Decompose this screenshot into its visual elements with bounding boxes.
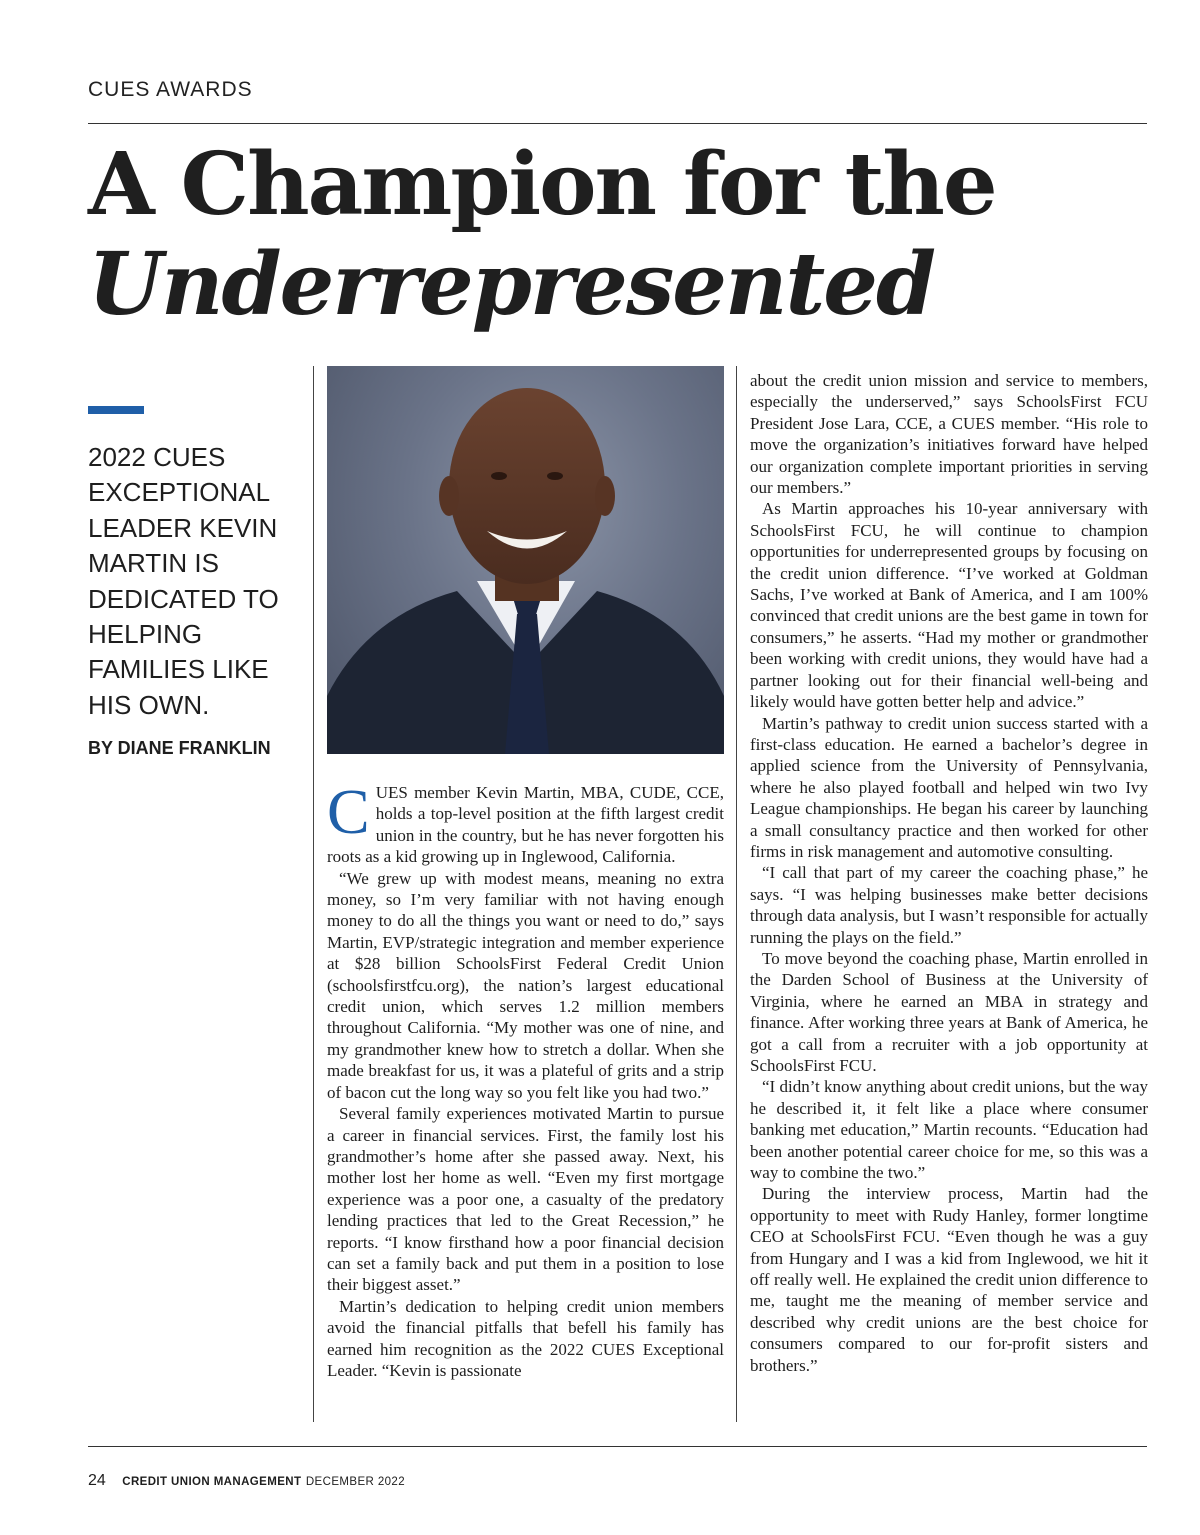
article-paragraph: “We grew up with modest means, meaning no extra money, so I’m very familiar with not having enough money to do all the things you want or need to do,” says Martin, EVP/strategic integration and member experience at $28 billion SchoolsFirst Federal Credit Union (schoolsfirstfcu.org), the nation’s largest educational credit union, which serves 1.2 million members throughout California. “My mother was one of nine, and my grandmother knew how to stretch a dollar. When she made breakfast for us, it was a plateful of grits and a strip of bacon cut the long way so you felt like you had two.”	[327, 868, 724, 1102]
portrait-illustration	[327, 366, 724, 754]
article-paragraph: During the interview process, Martin had the opportunity to meet with Rudy Hanley, former longtime CEO at SchoolsFirst FCU. “Even though he was a guy from Hungary and I was a kid from Inglewood, we hit it off really well. He explained the credit union difference to me, taught me the meaning of member service and described why credit unions are the best choice for consumers compared to our for-profit sisters and brothers.”	[750, 1184, 1148, 1375]
article-column-right	[750, 370, 1148, 1376]
article-paragraph: Several family experiences motivated Martin to pursue a career in financial services. First, the family lost his grandmother’s home after she passed away. Next, his mother lost her home as well. “Even my first mortgage experience was a poor one, a casualty of the predatory lending practices that led to the Great Recession,” he reports. “I know firsthand how a poor financial decision can set a family back and put them in a position to lose their biggest asset.”	[327, 1104, 724, 1295]
article-paragraph	[327, 776, 724, 868]
article-paragraph: “I didn’t know anything about credit unions, but the way he described it, it felt like a place where consumer banking met education,” Martin recounts. “Education had been another potential career choice for me, so this was a way to combine the two.”	[750, 1077, 1148, 1183]
portrait-photo	[327, 366, 724, 754]
bottom-divider	[88, 1446, 1147, 1447]
byline: BY DIANE FRANKLIN	[88, 738, 271, 758]
article-paragraph: As Martin approaches his 10-year anniversary with SchoolsFirst FCU, he will continue to champion opportunities for underrepresented groups by focusing on the credit union difference. “I’ve worked at Goldman Sachs, I’ve worked at Bank of America, and I am 100% convinced that credit unions are the best game in town for consumers,” he asserts. “Had my mother or grandmother been working with credit unions, they would have had a partner looking out for their financial well-being and likely would have gotten better help and advice.”	[750, 499, 1148, 712]
headline-line-2: Underrepresented	[88, 234, 935, 335]
section-label: CUES AWARDS	[88, 78, 253, 101]
article-paragraph: To move beyond the coaching phase, Martin enrolled in the Darden School of Business at the University of Virginia, where he earned an MBA in strategy and finance. After working three years at Bank of America, he got a call from a recruiter with a job opportunity at SchoolsFirst FCU.	[750, 948, 1148, 1075]
headline	[88, 135, 1148, 335]
drop-cap: C	[327, 776, 370, 847]
page-number: 24	[88, 1472, 106, 1489]
column-divider-left	[313, 366, 314, 1422]
article-paragraph: Martin’s pathway to credit union success started with a first-class education. He earned a bachelor’s degree in applied science from the University of Pennsylvania, where he also played football and helped win two Ivy League championships. He began his career by launching a small consultancy practice and then worked for other firms in risk management and automotive consulting.	[750, 713, 1148, 861]
article-column-middle	[327, 776, 724, 1381]
article-paragraph: about the credit union mission and service to members, especially the underserved,” says SchoolsFirst FCU President Jose Lara, CCE, a CUES member. “His role to move the organization’s initiatives forward have helped our organization complete important priorities in serving our members.”	[750, 371, 1148, 498]
headline-line-1: A Champion for the	[88, 134, 996, 235]
article-lead-text: UES member Kevin Martin, MBA, CUDE, CCE, holds a top-level position at the fifth largest credit union in the country, but he has never forgotten his roots as a kid growing up in Inglewood, California.	[327, 783, 724, 867]
article-paragraph: “I call that part of my career the coaching phase,” he says. “I was helping businesses make better decisions through data analysis, but I wasn’t responsible for actually running the plays on the field.”	[750, 863, 1148, 947]
page-footer	[88, 1472, 405, 1490]
top-divider	[88, 123, 1147, 124]
deck-subtitle: 2022 CUES EXCEPTIONAL LEADER KEVIN MARTIN IS DEDICATED TO HELPING FAMILIES LIKE HIS OWN.	[88, 442, 279, 720]
issue-date: DECEMBER 2022	[305, 1476, 405, 1488]
magazine-name: CREDIT UNION MANAGEMENT	[122, 1476, 302, 1488]
article-paragraph: Martin’s dedication to helping credit union members avoid the financial pitfalls that befell his family has earned him recognition as the 2022 CUES Exceptional Leader. “Kevin is passionate	[327, 1296, 724, 1380]
accent-bar	[88, 406, 144, 414]
column-divider-right	[736, 366, 737, 1422]
